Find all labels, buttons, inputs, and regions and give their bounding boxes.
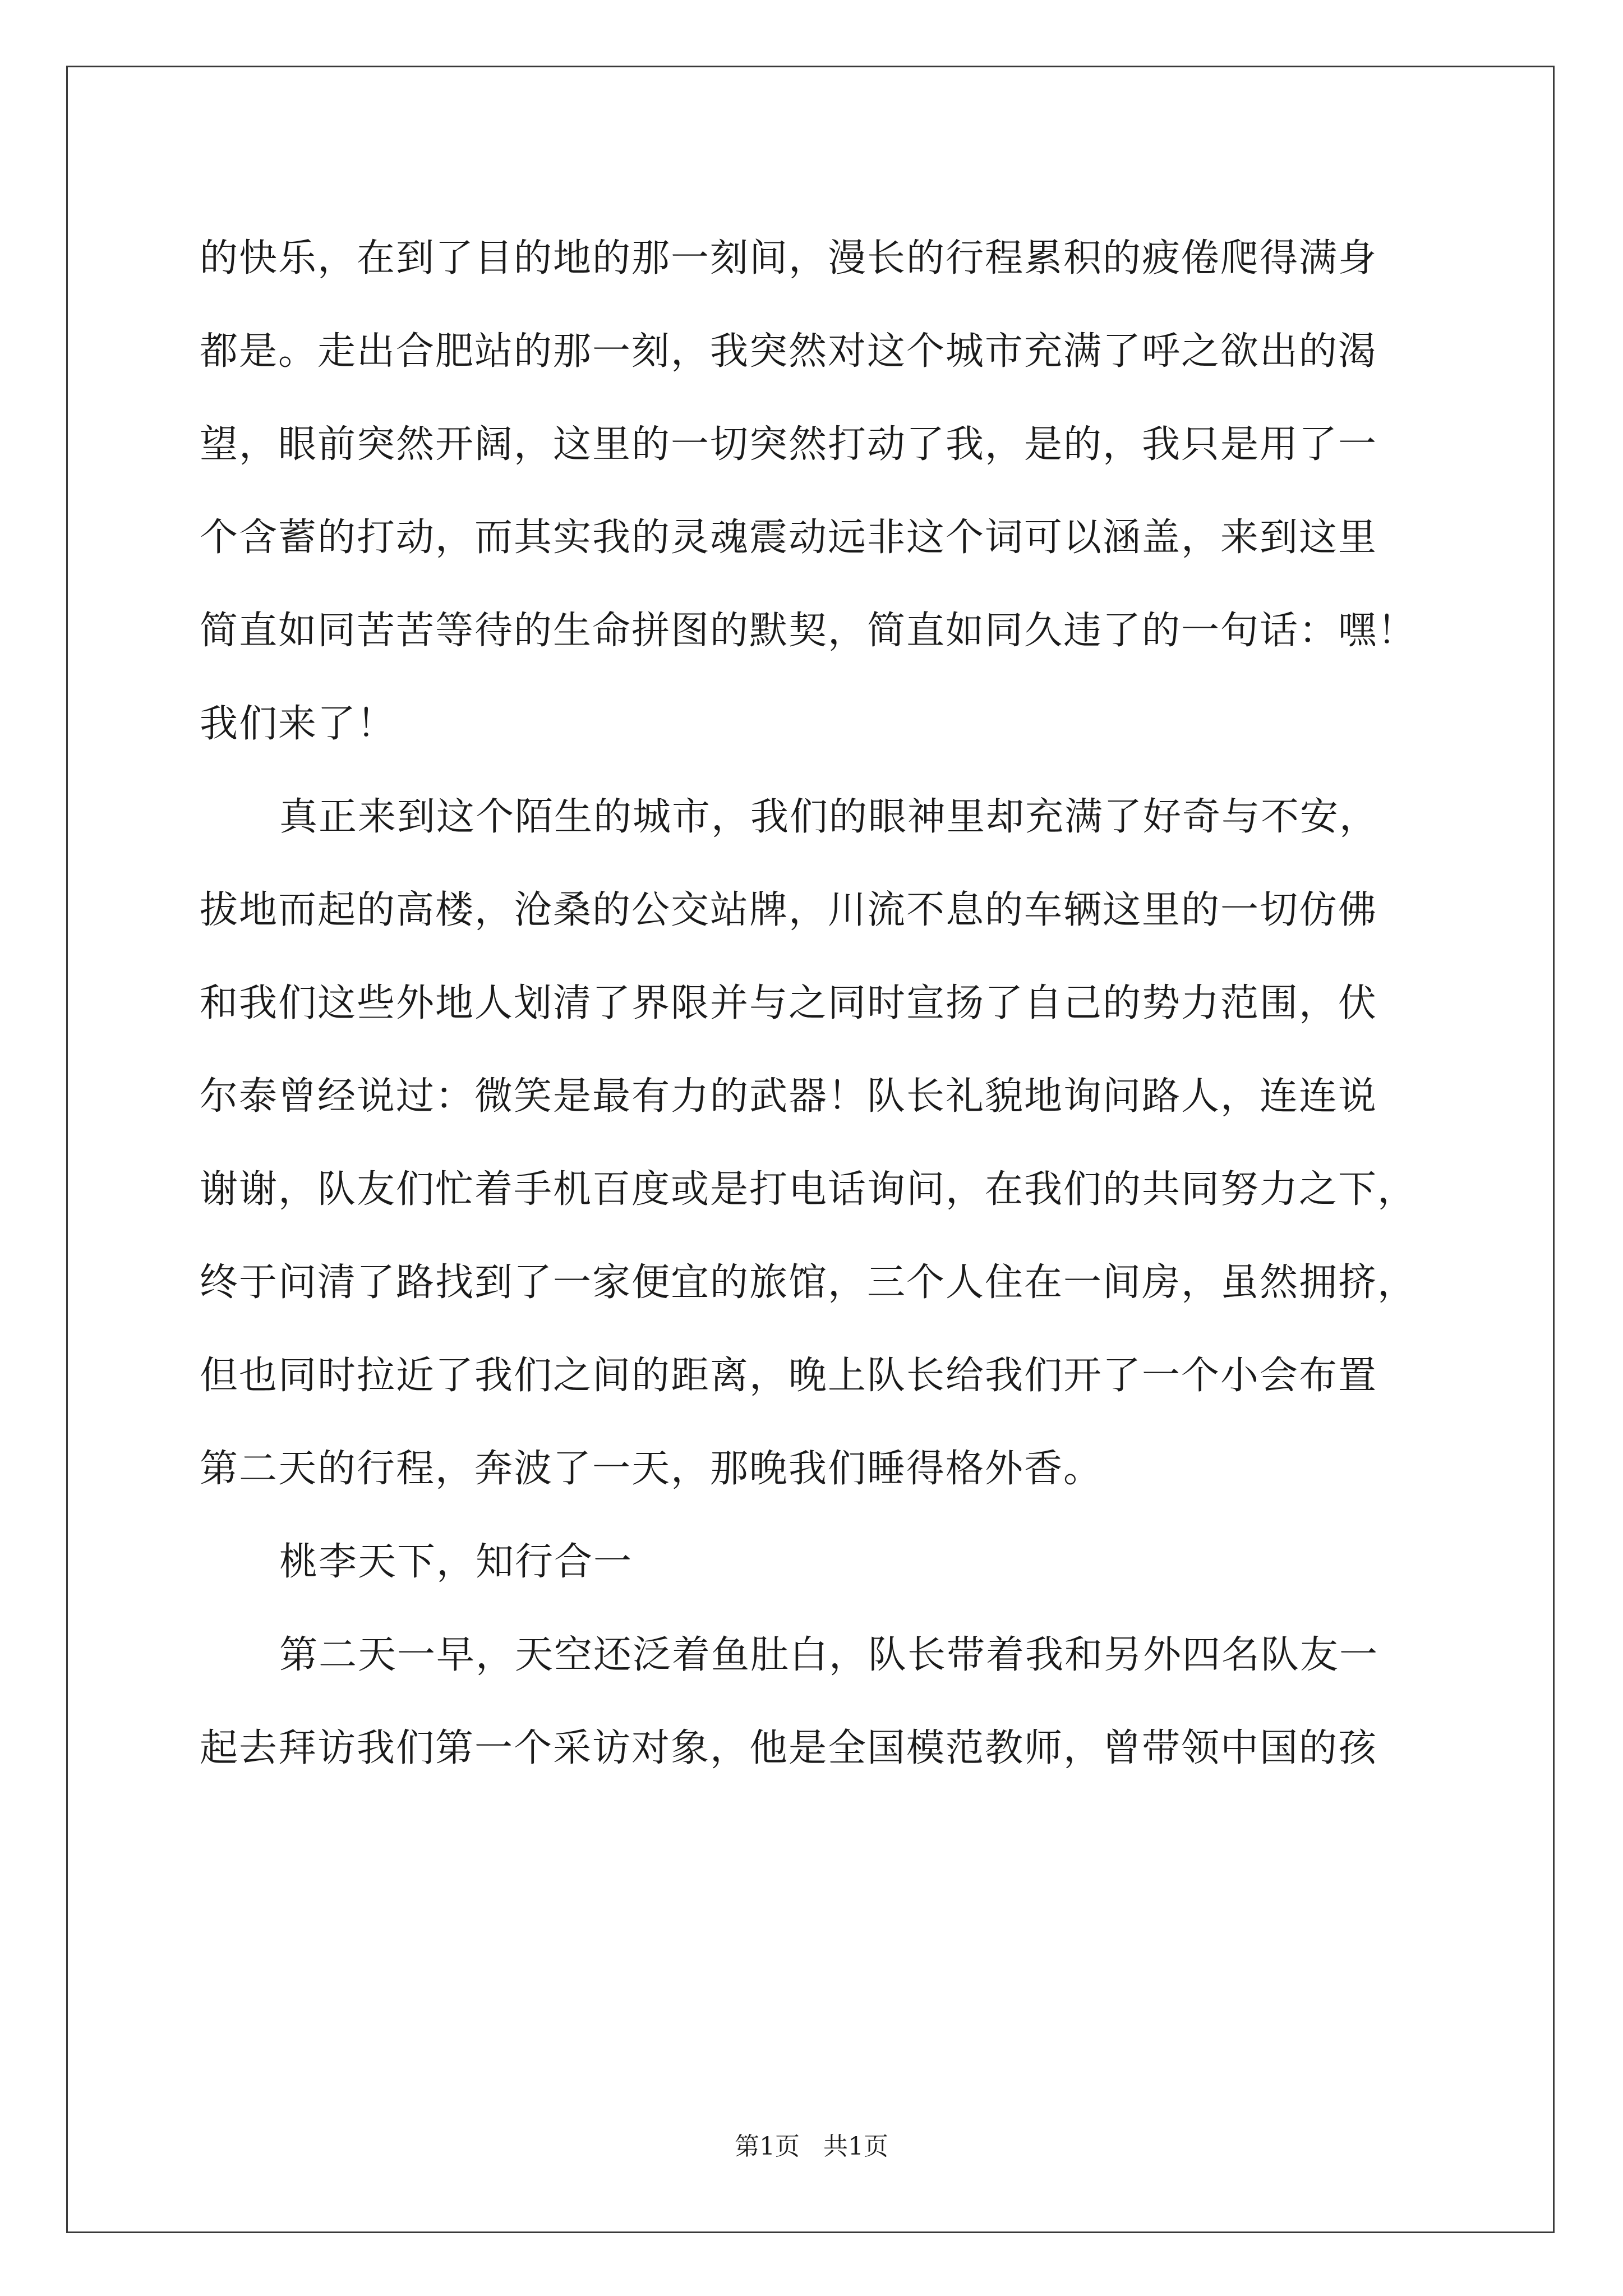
text-line: 尔泰曾经说过：微笑是最有力的武器！队长礼貌地询问路人，连连说 (200, 1074, 1378, 1119)
text-line: 起去拜访我们第一个采访对象，他是全国模范教师，曾带领中国的孩 (200, 1726, 1378, 1770)
text-line: 我们来了！ (200, 702, 396, 746)
section-heading: 桃李天下，知行合一 (279, 1540, 633, 1584)
text-line: 简直如同苦苦等待的生命拼图的默契，简直如同久违了的一句话：嘿！ (200, 609, 1417, 653)
text-line: 第二天的行程，奔波了一天，那晚我们睡得格外香。 (200, 1447, 1103, 1491)
document-body (200, 212, 1433, 1795)
paragraph-start-line: 真正来到这个陌生的城市，我们的眼神里却充满了好奇与不安， (279, 795, 1379, 839)
text-line: 谢谢，队友们忙着手机百度或是打电话询问，在我们的共同努力之下， (200, 1167, 1417, 1212)
text-line: 但也同时拉近了我们之间的距离，晚上队长给我们开了一个小会布置 (200, 1354, 1378, 1398)
text-line: 和我们这些外地人划清了界限并与之同时宣扬了自己的势力范围，伏 (200, 981, 1378, 1025)
paragraph-start-line: 第二天一早，天空还泛着鱼肚白，队长带着我和另外四名队友一 (279, 1633, 1379, 1677)
text-line: 都是。走出合肥站的那一刻，我突然对这个城市充满了呼之欲出的渴 (200, 329, 1378, 374)
page-footer: 第1页 共1页 (735, 2132, 888, 2161)
text-line: 的快乐，在到了目的地的那一刻间，漫长的行程累积的疲倦爬得满身 (200, 236, 1378, 280)
text-line: 终于问清了路找到了一家便宜的旅馆，三个人住在一间房，虽然拥挤， (200, 1260, 1417, 1305)
text-line: 望，眼前突然开阔，这里的一切突然打动了我，是的，我只是用了一 (200, 422, 1378, 467)
text-line: 拔地而起的高楼，沧桑的公交站牌，川流不息的车辆这里的一切仿佛 (200, 888, 1378, 932)
text-line: 个含蓄的打动，而其实我的灵魂震动远非这个词可以涵盖，来到这里 (200, 516, 1378, 560)
